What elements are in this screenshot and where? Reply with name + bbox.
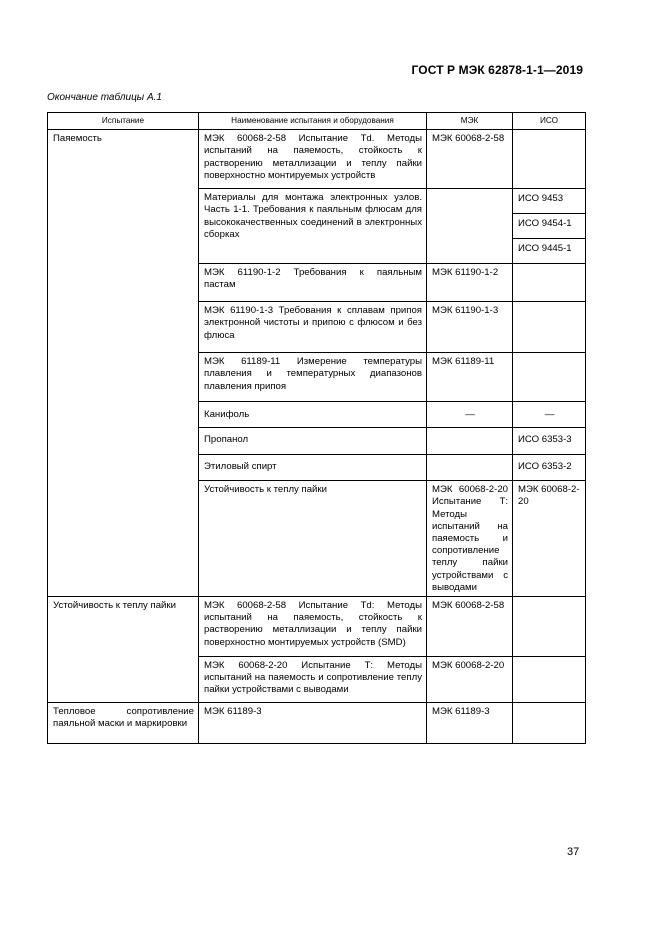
- cell-iso: [513, 703, 586, 744]
- cell-name: МЭК 60068-2-58 Испытание Td. Методы испытаний на паяемость, стойкость к растворению металлизации и теплу пайки поверхностно монтируемых устройств: [199, 130, 427, 189]
- cell-iec: МЭК 61190-1-3: [427, 302, 513, 353]
- cell-iso: —: [513, 402, 586, 428]
- table-row: [48, 597, 586, 657]
- cell-name: МЭК 60068-2-20 Испытание Т: Методы испытаний на паяемость и сопротивление теплу пайки устройствами с выводами: [199, 657, 427, 703]
- cell-iso: [513, 130, 586, 189]
- standards-table: [47, 112, 586, 744]
- cell-iso: [513, 657, 586, 703]
- cell-iec: МЭК 61190-1-2: [427, 264, 513, 302]
- document-id: ГОСТ Р МЭК 62878-1-1—2019: [411, 63, 583, 77]
- cell-name-line: МЭК 61190-1-2 Требования к паяльным: [204, 267, 422, 279]
- cell-name: МЭК 60068-2-58 Испытание Td: Методы испытаний на паяемость, стойкость к растворению металлизации и теплу пайки поверхностно монтируемых устройств (SMD): [199, 597, 427, 657]
- cell-iso: ИСО 9453: [513, 189, 586, 214]
- cell-iso: [513, 302, 586, 353]
- cell-name: МЭК 60068-2-20 Испытание Т: Методы испытаний на паяемость и сопротивление теплу пайки устройствами с выводами: [427, 481, 513, 597]
- cell-iec: —: [427, 402, 513, 428]
- column-header-name: Наименование испытания и оборудования: [199, 113, 427, 130]
- cell-iec: МЭК 60068-2-20: [427, 657, 513, 703]
- cell-iec: МЭК 60068-2-58: [427, 130, 513, 189]
- column-header-test: Испытание: [48, 113, 199, 130]
- cell-iec: [427, 455, 513, 481]
- cell-test-heat-resistance: Устойчивость к теплу пайки: [199, 481, 427, 597]
- page-number: 37: [567, 846, 580, 858]
- cell-test-solderability: Паяемость: [48, 130, 199, 597]
- cell-name-line: пастам: [204, 279, 236, 291]
- table-row: [48, 130, 586, 189]
- cell-iec: МЭК 60068-2-58: [427, 597, 513, 657]
- cell-iso: [513, 264, 586, 302]
- cell-iso: ИСО 6353-3: [513, 428, 586, 455]
- cell-name: [199, 264, 427, 302]
- cell-name: Материалы для монтажа электронных узлов. Часть 1-1. Требования к паяльным флюсам для высококачественных соединений в электронных сборках: [199, 189, 427, 264]
- cell-name: МЭК 61190-1-3 Требования к сплавам припоя электронной чистоты и припою с флюсом и без флюса: [199, 302, 427, 353]
- cell-iso: [513, 597, 586, 657]
- table-header-row: [48, 113, 586, 130]
- cell-iec: МЭК 61189-3: [427, 703, 513, 744]
- table-caption: Окончание таблицы А.1: [47, 92, 162, 103]
- cell-name: МЭК 61189-11 Измерение температуры плавления и температурных диапазонов плавления припоя: [199, 353, 427, 402]
- cell-iso: ИСО 6353-2: [513, 455, 586, 481]
- cell-name: Канифоль: [199, 402, 427, 428]
- cell-iec: [427, 428, 513, 455]
- cell-iso: ИСО 9454-1: [513, 214, 586, 239]
- cell-test-thermal-resistance: Тепловое сопротивление паяльной маски и маркировки: [48, 703, 199, 744]
- column-header-iso: ИСО: [513, 113, 586, 130]
- column-header-iec: МЭК: [427, 113, 513, 130]
- cell-name: Пропанол: [199, 428, 427, 455]
- cell-test-heat-resistance: Устойчивость к теплу пайки: [48, 597, 199, 703]
- cell-iec: МЭК 60068-2-20: [513, 481, 586, 597]
- table-row: [48, 703, 586, 744]
- cell-iso: [513, 353, 586, 402]
- cell-iec: [427, 189, 513, 264]
- cell-iec: МЭК 61189-11: [427, 353, 513, 402]
- cell-name: МЭК 61189-3: [199, 703, 427, 744]
- cell-iso: ИСО 9445-1: [513, 239, 586, 264]
- cell-name: Этиловый спирт: [199, 455, 427, 481]
